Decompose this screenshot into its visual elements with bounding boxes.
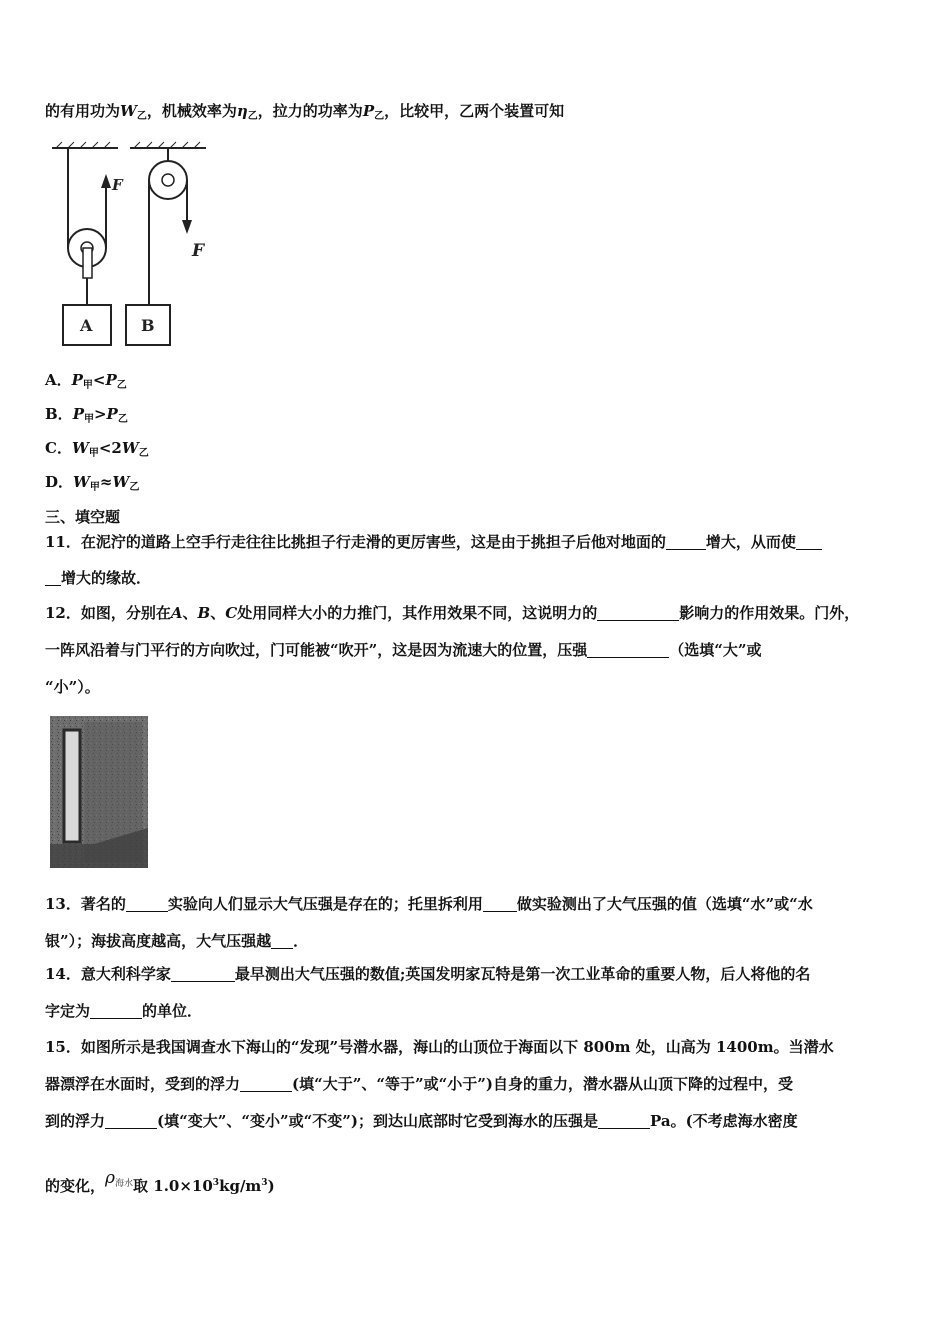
q13-text-5: ． xyxy=(293,932,309,950)
q11-line-2 xyxy=(45,568,920,588)
q14-line-2 xyxy=(45,1001,920,1021)
option-var: P xyxy=(71,371,83,389)
option-operator: <2 xyxy=(98,439,122,457)
option-D[interactable] xyxy=(45,472,139,498)
fixed-pulley-axle xyxy=(162,174,174,186)
option-sub: 甲 xyxy=(82,380,93,391)
q13-line-1 xyxy=(45,894,920,914)
q15-exponent-2: 3 xyxy=(261,1178,268,1188)
q12-point-B: B xyxy=(197,604,211,622)
q12-line-3: “小”）。 xyxy=(45,678,100,696)
q14-text-1: 14．意大利科学家 xyxy=(45,965,171,983)
door-frame xyxy=(64,730,80,842)
block-A-label: A xyxy=(80,316,93,335)
option-letter: D． xyxy=(45,473,74,491)
q13-blank-1[interactable] xyxy=(126,896,168,912)
q15-text-2: 器漂浮在水面时，受到的浮力 xyxy=(45,1075,241,1093)
q14-text-2: 最早测出大气压强的数值;英国发明家瓦特是第一次工业革命的重要人物，后人将他的名 xyxy=(234,965,811,983)
q10-text-2: ，机械效率为 xyxy=(146,102,237,120)
q11-blank-2[interactable] xyxy=(796,534,822,550)
option-sub: 甲 xyxy=(83,414,94,425)
q14-text-4: 的单位． xyxy=(142,1002,203,1020)
pulley-hook xyxy=(83,248,92,278)
q15-line-4 xyxy=(45,1168,920,1202)
door-photo xyxy=(50,716,148,868)
q11-blank-2-cont[interactable] xyxy=(45,570,61,586)
q10-text-3: ，拉力的功率为 xyxy=(257,102,363,120)
option-sub: 乙 xyxy=(129,482,140,493)
q15-exponent: 3 xyxy=(212,1178,220,1188)
q12-blank-2[interactable] xyxy=(587,642,669,658)
option-var: P xyxy=(72,405,84,423)
q11-text-2: 增大，从而使 xyxy=(705,533,796,551)
q11-text-1: 11．在泥泞的道路上空手行走往往比挑担子行走滑的更厉害些，这是由于挑担子后他对地面的 xyxy=(45,533,666,551)
option-operator: ≈ xyxy=(99,473,113,491)
option-B[interactable] xyxy=(45,404,128,430)
q12-sep: 、 xyxy=(210,604,226,622)
q10-text-4: ，比较甲，乙两个装置可知 xyxy=(384,102,565,120)
force-label-left: F xyxy=(112,176,123,194)
option-var: W xyxy=(121,439,139,457)
option-A[interactable] xyxy=(45,370,127,396)
option-letter: B． xyxy=(45,405,73,423)
rho-symbol xyxy=(105,1169,133,1187)
block-B-label: B xyxy=(141,316,155,335)
q15-text-5: (填“变大”、“变小”或“不变”)；到达山底部时它受到海水的压强是 xyxy=(157,1112,598,1130)
q10-sub-yi-2: 乙 xyxy=(247,111,258,122)
q10-sub-yi-1: 乙 xyxy=(136,111,147,122)
pulley-diagram xyxy=(48,140,218,350)
q10-P: P xyxy=(362,102,375,120)
q15-text-10: ) xyxy=(267,1177,275,1195)
q10-tail-line xyxy=(45,101,920,127)
q12-text-5: （选填“大”或 xyxy=(669,641,762,659)
q12-line-1 xyxy=(45,603,920,623)
rho-letter: ρ xyxy=(105,1168,116,1188)
q15-line-1: 15．如图所示是我国调查水下海山的“发现”号潜水器，海山的山顶位于海面以下 800m 处，山高为 1400m。当潜水 xyxy=(45,1038,834,1056)
q13-blank-2[interactable] xyxy=(483,896,517,912)
option-letter: C． xyxy=(45,439,72,457)
q15-text-9: kg/m xyxy=(219,1177,262,1195)
arrow-up-icon xyxy=(101,174,111,188)
q15-text-8: 取 1.0×10 xyxy=(133,1177,213,1195)
q11-text-3: 增大的缘故． xyxy=(61,569,152,587)
q13-text-1: 13．著名的 xyxy=(45,895,126,913)
option-var: W xyxy=(71,439,89,457)
force-label-right: F xyxy=(192,241,205,261)
q10-W: W xyxy=(120,102,137,120)
q15-blank-3[interactable] xyxy=(598,1113,650,1129)
option-letter: A． xyxy=(45,371,72,389)
q10-text-1: 的有用功为 xyxy=(45,102,121,120)
q10-sub-yi-3: 乙 xyxy=(374,111,385,122)
q14-blank-1[interactable] xyxy=(171,966,235,982)
rho-subscript: 海水 xyxy=(115,1179,134,1189)
q10-eta: η xyxy=(236,102,248,120)
option-C[interactable] xyxy=(45,438,149,464)
q15-blank-2[interactable] xyxy=(105,1113,157,1129)
arrow-down-icon xyxy=(182,220,192,234)
q11-blank-1[interactable] xyxy=(666,534,706,550)
q12-text-3: 影响力的作用效果。门外， xyxy=(679,604,860,622)
option-sub: 乙 xyxy=(138,448,149,459)
q15-line-2 xyxy=(45,1074,920,1094)
q12-text-1: 12．如图，分别在 xyxy=(45,604,171,622)
q15-text-6: Pa。(不考虑海水密度 xyxy=(649,1112,798,1130)
option-var: P xyxy=(106,405,118,423)
q14-line-1 xyxy=(45,964,920,984)
q13-text-2: 实验向人们显示大气压强是存在的；托里拆利用 xyxy=(167,895,483,913)
q13-blank-3[interactable] xyxy=(271,933,293,949)
q12-point-C: C xyxy=(225,604,238,622)
q12-sep: 、 xyxy=(182,604,198,622)
q11-line-1 xyxy=(45,532,920,552)
option-operator: < xyxy=(92,371,106,389)
q12-text-2: 处用同样大小的力推门，其作用效果不同，这说明力的 xyxy=(237,604,598,622)
q12-line-2 xyxy=(45,640,920,660)
q12-point-A: A xyxy=(170,604,183,622)
section-title: 三、填空题 xyxy=(45,508,121,526)
q12-text-4: 一阵风沿着与门平行的方向吹过，门可能被“吹开”，这是因为流速大的位置，压强 xyxy=(45,641,588,659)
q13-text-3: 做实验测出了大气压强的值（选填“水”或“水 xyxy=(516,895,813,913)
q12-blank-1[interactable] xyxy=(597,605,679,621)
q13-line-2 xyxy=(45,931,920,951)
q15-text-3: (填“大于”、“等于”或“小于”)自身的重力，潜水器从山顶下降的过程中，受 xyxy=(292,1075,793,1093)
option-sub: 甲 xyxy=(88,448,99,459)
option-var: W xyxy=(112,473,130,491)
q15-text-7: 的变化， xyxy=(45,1177,106,1195)
q14-text-3: 字定为 xyxy=(45,1002,91,1020)
q15-blank-1[interactable] xyxy=(240,1076,292,1092)
option-operator: > xyxy=(93,405,107,423)
q15-line-3 xyxy=(45,1111,920,1131)
option-sub: 乙 xyxy=(116,380,127,391)
q14-blank-2[interactable] xyxy=(90,1003,142,1019)
option-sub: 甲 xyxy=(89,482,100,493)
q13-text-4: 银”）；海拔高度越高，大气压强越 xyxy=(45,932,272,950)
option-var: P xyxy=(105,371,117,389)
option-sub: 乙 xyxy=(117,414,128,425)
option-var: W xyxy=(73,473,90,491)
q15-text-4: 到的浮力 xyxy=(45,1112,106,1130)
